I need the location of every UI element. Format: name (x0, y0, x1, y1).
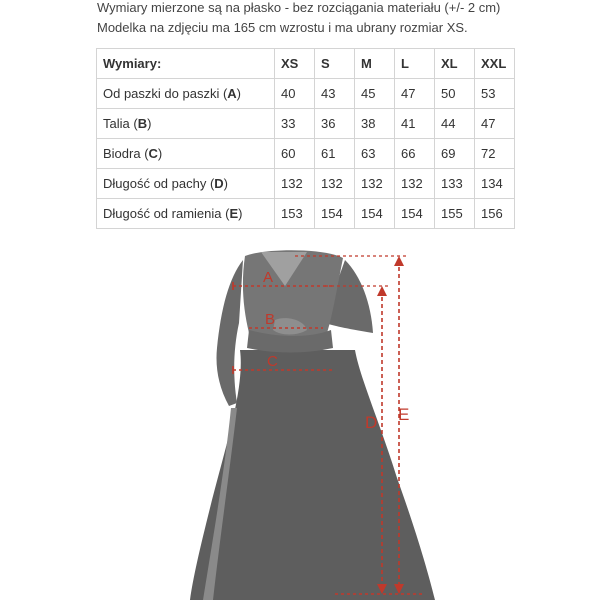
table-cell: 41 (395, 109, 435, 139)
table-cell: 132 (395, 169, 435, 199)
table-cell: 134 (475, 169, 515, 199)
table-cell: 154 (315, 199, 355, 229)
table-cell: 133 (435, 169, 475, 199)
table-cell: 60 (275, 139, 315, 169)
table-cell: 132 (275, 169, 315, 199)
table-cell: 132 (355, 169, 395, 199)
table-cell: 45 (355, 79, 395, 109)
header-label: Wymiary: (97, 49, 275, 79)
row-label-text: Biodra ( (103, 146, 149, 161)
marker-b: B (265, 311, 276, 328)
table-row (97, 169, 515, 199)
table-cell: 132 (315, 169, 355, 199)
left-sleeve (217, 260, 244, 406)
table-row (97, 199, 515, 229)
table-cell: 47 (475, 109, 515, 139)
table-cell: 36 (315, 109, 355, 139)
size-table (96, 48, 515, 229)
table-header-row (97, 49, 515, 79)
row-key: A (227, 86, 237, 101)
intro-line-1: Wymiary mierzone są na płasko - bez rozciągania materiału (+/- 2 cm) (97, 0, 501, 15)
row-label-text: Od paszki do paszki ( (103, 86, 228, 101)
row-label (97, 109, 275, 139)
table-row (97, 109, 515, 139)
row-label-suffix: ) (236, 86, 242, 101)
table-cell: 154 (355, 199, 395, 229)
table-cell: 61 (315, 139, 355, 169)
row-key: E (229, 206, 239, 221)
table-cell: 44 (435, 109, 475, 139)
table-row (97, 79, 515, 109)
row-label (97, 169, 275, 199)
dress-measurement-figure (185, 238, 445, 600)
size-header: L (395, 49, 435, 79)
table-cell: 156 (475, 199, 515, 229)
table-cell: 155 (435, 199, 475, 229)
row-key: C (148, 146, 158, 161)
marker-a: A (263, 269, 274, 286)
row-key: D (214, 176, 224, 191)
table-cell: 72 (475, 139, 515, 169)
table-cell: 47 (395, 79, 435, 109)
table-row (97, 139, 515, 169)
table-cell: 38 (355, 109, 395, 139)
row-label-text: Talia ( (103, 116, 138, 131)
table-cell: 43 (315, 79, 355, 109)
table-cell: 50 (435, 79, 475, 109)
size-header: XL (435, 49, 475, 79)
table-cell: 33 (275, 109, 315, 139)
size-header: XXL (475, 49, 515, 79)
table-cell: 69 (435, 139, 475, 169)
intro-line-2: Modelka na zdjęciu ma 165 cm wzrostu i ma ubrany rozmiar XS. (97, 20, 468, 35)
row-label-suffix: ) (223, 176, 229, 191)
row-label-suffix: ) (238, 206, 243, 221)
table-cell: 40 (275, 79, 315, 109)
arrow-e-top (394, 256, 404, 266)
dress-illustration (185, 238, 445, 600)
size-header: S (315, 49, 355, 79)
row-key: B (137, 116, 148, 131)
marker-d: D (365, 413, 378, 432)
table-cell: 66 (395, 139, 435, 169)
row-label-text: Długość od pachy ( (103, 176, 215, 191)
marker-e: E (398, 405, 410, 424)
row-label-suffix: ) (147, 116, 152, 131)
row-label (97, 139, 275, 169)
table-cell: 153 (275, 199, 315, 229)
marker-c: C (267, 353, 278, 370)
row-label (97, 199, 275, 229)
row-label (97, 79, 275, 109)
size-header: M (355, 49, 395, 79)
row-label-text: Długość od ramienia ( (103, 206, 230, 221)
table-cell: 63 (355, 139, 395, 169)
table-cell: 53 (475, 79, 515, 109)
row-label-suffix: ) (157, 146, 163, 161)
arrow-d-top (377, 286, 387, 296)
intro-text (97, 0, 597, 38)
table-cell: 154 (395, 199, 435, 229)
size-header: XS (275, 49, 315, 79)
